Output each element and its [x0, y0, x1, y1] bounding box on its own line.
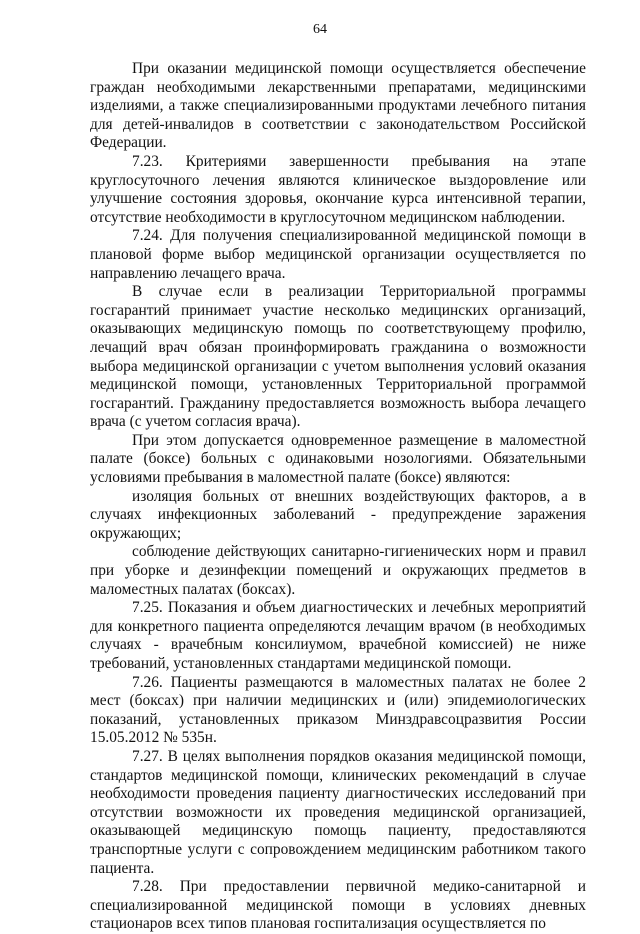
paragraph: 7.25. Показания и объем диагностических и лечебных мероприятий для конкретного пациента определяются лечащим врачом (в необходимых случаях - врачебным консилиумом, врачебной комиссией) не ниже требований, установленных стандартами медицинской помощи.: [90, 599, 586, 672]
paragraph: В случае если в реализации Территориальной программы госгарантий принимает участие несколько медицинских организаций, оказывающих медицинскую помощь по соответствующему профилю, лечащий врач обязан проинформировать гражданина о возможности выбора медицинской организации с учетом выполнения условий оказания медицинской помощи, установленных Территориальной программой госгарантий. Гражданину предоставляется возможность выбора лечащего врача (с учетом согласия врача).: [90, 283, 586, 431]
paragraph: 7.26. Пациенты размещаются в маломестных палатах не более 2 мест (боксах) при наличии медицинских и (или) эпидемиологических показаний, установленных приказом Минздравсоцразвития России 15.05.2012 № 535н.: [90, 673, 586, 747]
paragraph: 7.28. При предоставлении первичной медико-санитарной и специализированной медицинской помощи в условиях дневных стационаров всех типов плановая госпитализация осуществляется по: [90, 878, 586, 933]
paragraph: 7.27. В целях выполнения порядков оказания медицинской помощи, стандартов медицинской помощи, клинических рекомендаций в случае необходимости проведения пациенту диагностических исследований при отсутствии возможности их проведения медицинской организацией, оказывающей медицинскую помощь пациенту, предоставляются транспортные услуги с сопровождением медицинским работником такого пациента.: [90, 747, 586, 877]
paragraph: При оказании медицинской помощи осуществляется обеспечение граждан необходимыми лекарственными препаратами, медицинскими изделиями, а также специализированными продуктами лечебного питания для детей-инвалидов в соответствии с законодательством Российской Федерации.: [90, 60, 586, 152]
paragraph: изоляция больных от внешних воздействующих факторов, а в случаях инфекционных заболеваний - предупреждение заражения окружающих;: [90, 487, 586, 542]
page-number: 64: [313, 22, 327, 37]
paragraph: соблюдение действующих санитарно-гигиенических норм и правил при уборке и дезинфекции помещений и окружающих предметов в маломестных палатах (боксах).: [90, 543, 586, 598]
paragraph: При этом допускается одновременное размещение в маломестной палате (боксе) больных с одинаковыми нозологиями. Обязательными условиями пребывания в маломестной палате (боксе) являются:: [90, 431, 586, 487]
paragraph: 7.23. Критериями завершенности пребывания на этапе круглосуточного лечения являются клиническое выздоровление или улучшение состояния здоровья, окончание курса интенсивной терапии, отсутствие необходимости в круглосуточном медицинском наблюдении.: [90, 152, 586, 226]
paragraph: 7.24. Для получения специализированной медицинской помощи в плановой форме выбор медицинской организации осуществляется по направлению лечащего врача.: [90, 227, 586, 282]
document-body: [90, 60, 586, 934]
